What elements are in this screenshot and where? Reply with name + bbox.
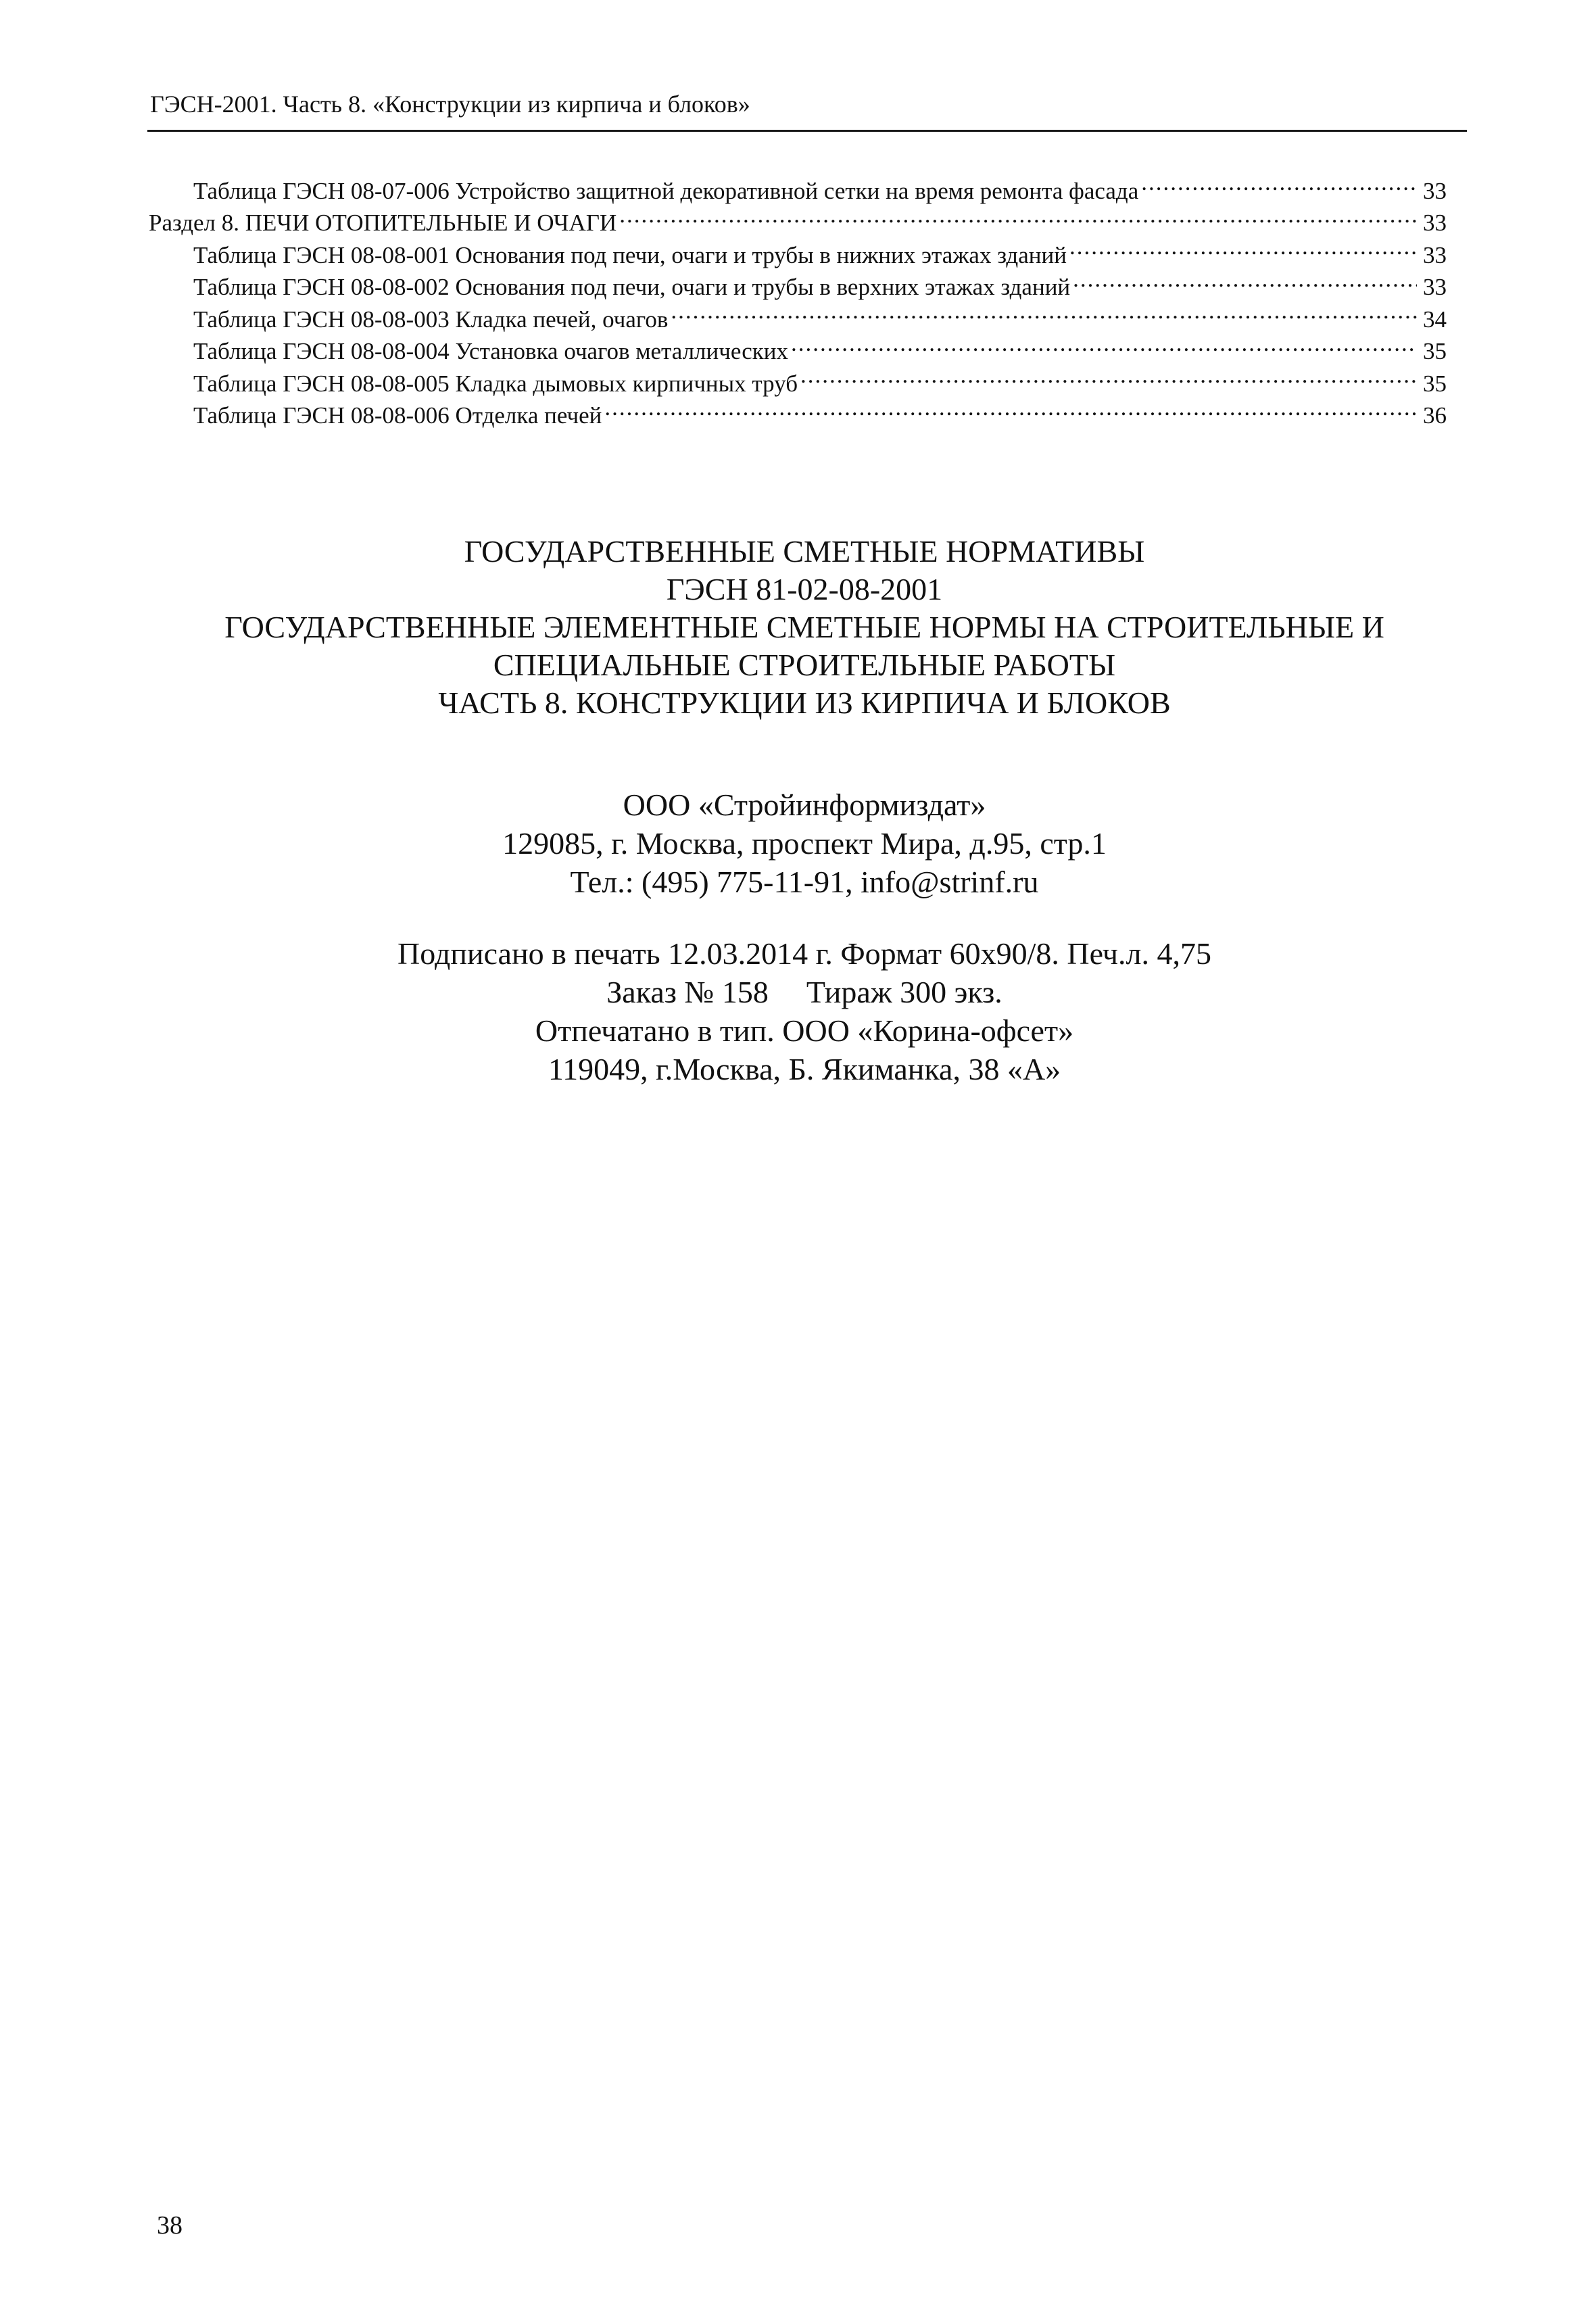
toc-entry[interactable] <box>149 166 1447 204</box>
imprint-order-run <box>135 973 1474 1011</box>
title-line: СПЕЦИАЛЬНЫЕ СТРОИТЕЛЬНЫЕ РАБОТЫ <box>493 648 1116 682</box>
imprint-run: Тираж 300 экз. <box>806 975 1002 1009</box>
header-rule <box>147 130 1467 132</box>
toc-leader-dots <box>1073 263 1417 295</box>
toc-entry-page: 33 <box>1423 274 1447 300</box>
toc-entry-page: 35 <box>1423 370 1447 397</box>
toc-leader-dots <box>1069 231 1417 263</box>
toc-entry-title: Таблица ГЭСН 08-08-002 Основания под печи, очаги и трубы в верхних этажах зданий <box>193 274 1071 300</box>
toc-entry-title: Таблица ГЭСН 08-08-001 Основания под печи, очаги и трубы в нижних этажах зданий <box>193 241 1067 268</box>
toc-entry-title: Таблица ГЭСН 08-08-003 Кладка печей, очагов <box>193 306 669 333</box>
toc-entry-page: 36 <box>1423 402 1447 429</box>
table-of-contents <box>149 166 1447 429</box>
imprint-printer: Отпечатано в тип. ООО «Корина-офсет» <box>535 1013 1074 1048</box>
title-line: ГЭСН 81-02-08-2001 <box>666 572 943 606</box>
imprint-printer-address: 119049, г.Москва, Б. Якиманка, 38 «А» <box>548 1052 1061 1086</box>
toc-leader-dots <box>800 359 1417 391</box>
title-line: ГОСУДАРСТВЕННЫЕ СМЕТНЫЕ НОРМАТИВЫ <box>464 534 1145 569</box>
toc-entry-title: Раздел 8. ПЕЧИ ОТОПИТЕЛЬНЫЕ И ОЧАГИ <box>149 210 617 236</box>
imprint-signed: Подписано в печать 12.03.2014 г. Формат 60x90/8. Печ.л. 4,75 <box>397 936 1211 971</box>
title-line: ГОСУДАРСТВЕННЫЕ ЭЛЕМЕНТНЫЕ СМЕТНЫЕ НОРМЫ НА СТРОИТЕЛЬНЫЕ И <box>224 610 1384 644</box>
toc-entry-page: 34 <box>1423 306 1447 333</box>
toc-entry-page: 33 <box>1423 241 1447 268</box>
toc-leader-dots <box>1141 166 1417 199</box>
toc-leader-dots <box>604 391 1417 424</box>
toc-entry-title: Таблица ГЭСН 08-08-006 Отделка печей <box>193 402 602 429</box>
publisher-name: ООО «Стройинформиздат» <box>623 788 986 822</box>
toc-entry-title: Таблица ГЭСН 08-08-005 Кладка дымовых кирпичных труб <box>193 370 798 397</box>
toc-entry-title: Таблица ГЭСН 08-07-006 Устройство защитной декоративной сетки на время ремонта фасада <box>193 177 1139 204</box>
document-title-block <box>135 533 1474 722</box>
toc-leader-dots <box>619 199 1417 231</box>
toc-entry-page: 33 <box>1423 210 1447 236</box>
running-header: ГЭСН-2001. Часть 8. «Конструкции из кирпича и блоков» <box>150 91 750 118</box>
page-number: 38 <box>157 2211 183 2240</box>
title-line: ЧАСТЬ 8. КОНСТРУКЦИИ ИЗ КИРПИЧА И БЛОКОВ <box>438 685 1171 720</box>
toc-leader-dots <box>671 295 1417 327</box>
toc-entry-page: 33 <box>1423 177 1447 204</box>
publisher-contacts: Тел.: (495) 775-11-91, info@strinf.ru <box>570 865 1039 899</box>
publisher-address: 129085, г. Москва, проспект Мира, д.95, стр.1 <box>502 826 1107 861</box>
imprint-block <box>135 934 1474 1088</box>
publisher-block <box>135 786 1474 901</box>
toc-leader-dots <box>791 327 1417 360</box>
imprint-order: Заказ № 158 <box>606 975 769 1009</box>
toc-entry-title: Таблица ГЭСН 08-08-004 Установка очагов металлических <box>193 338 789 364</box>
toc-entry-page: 35 <box>1423 338 1447 364</box>
